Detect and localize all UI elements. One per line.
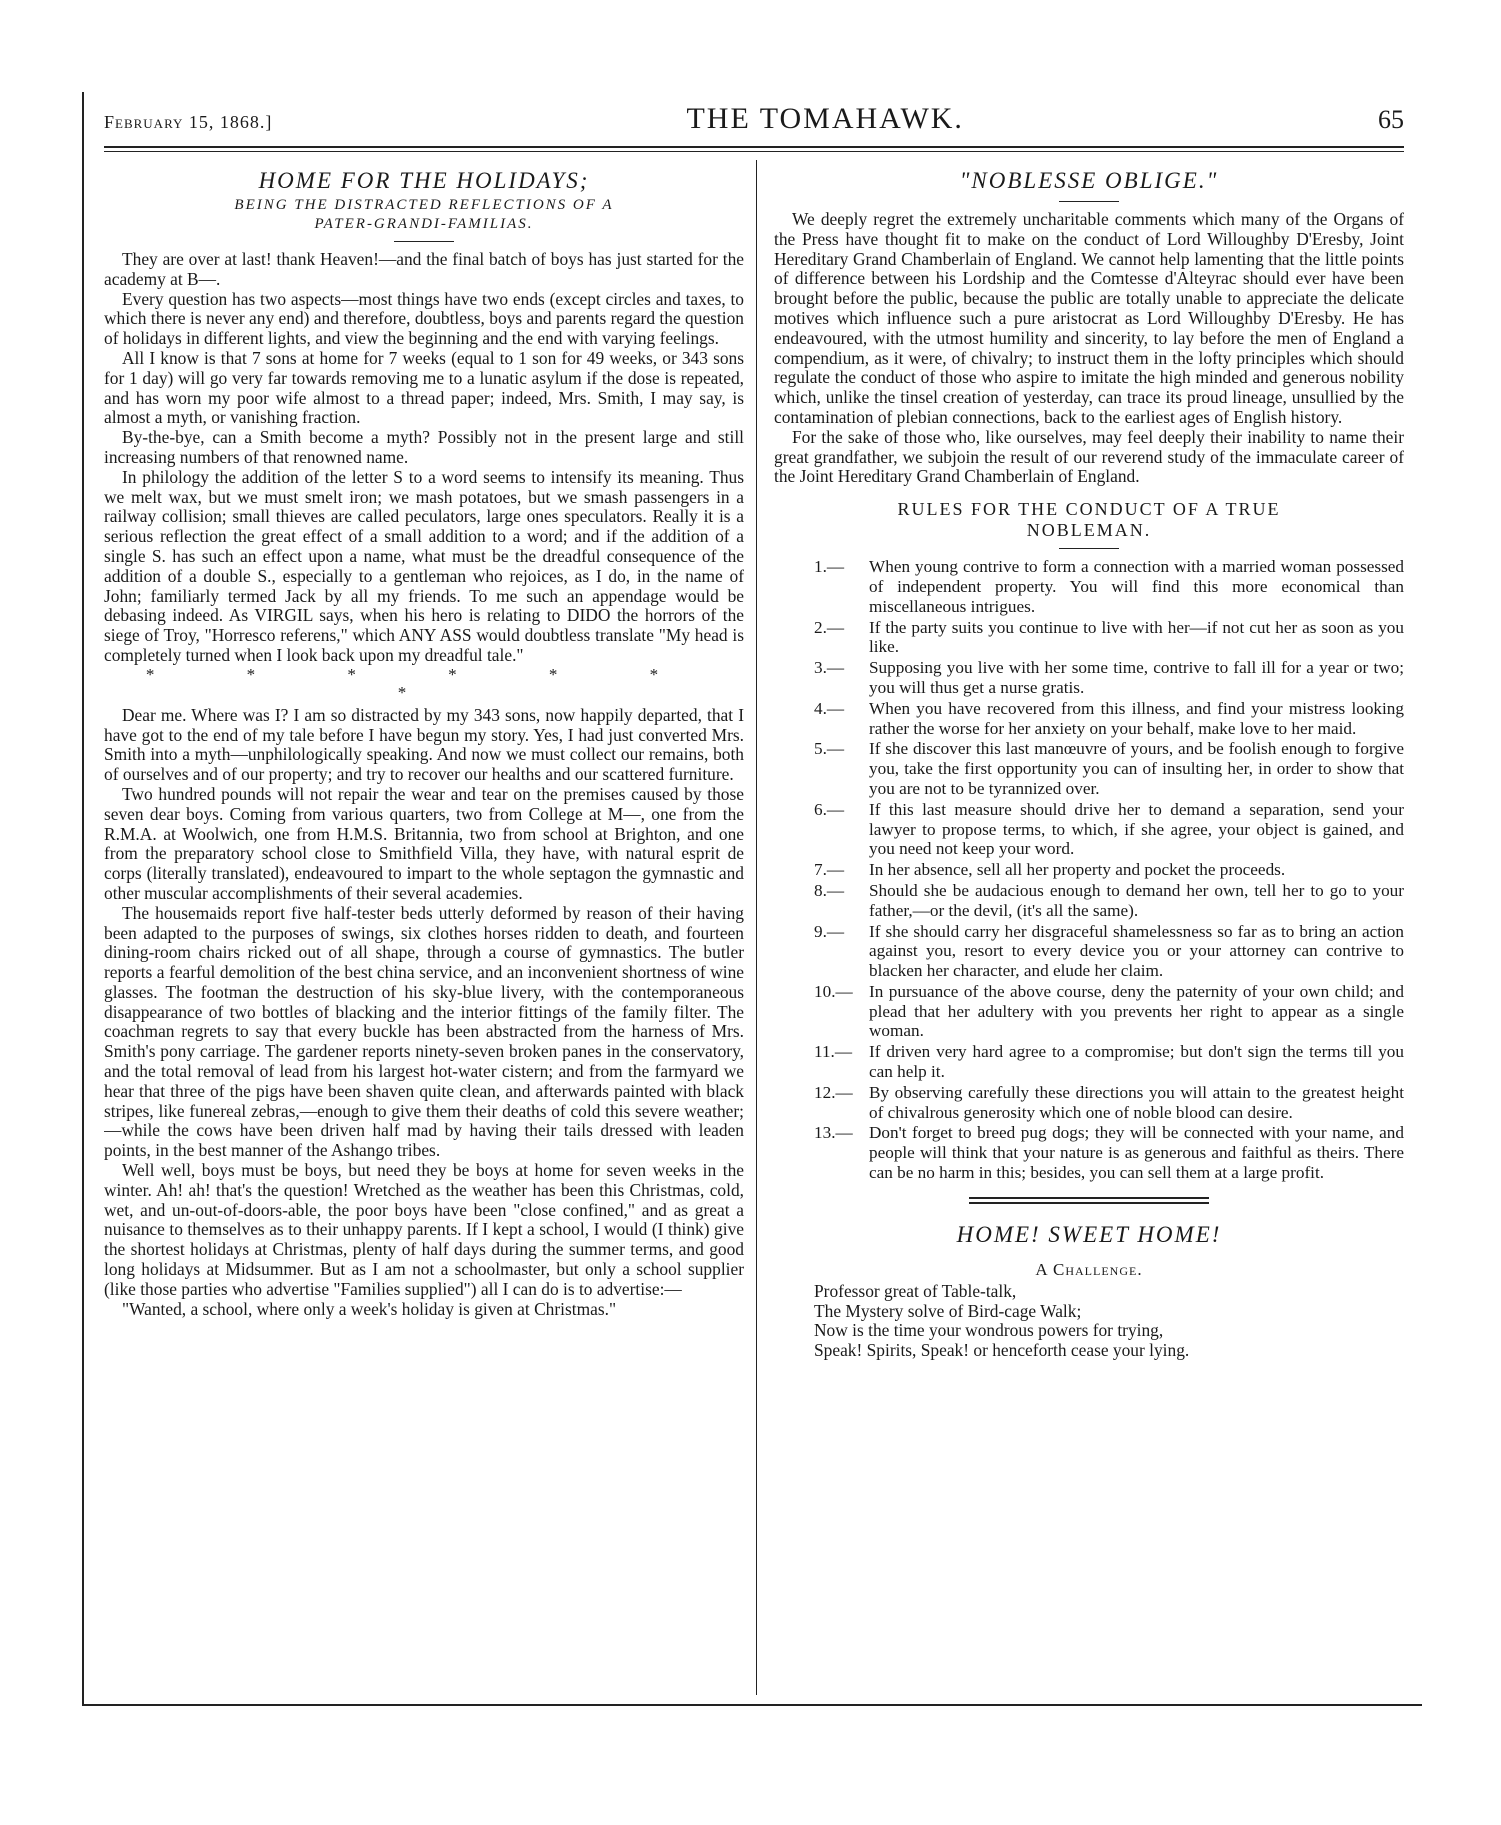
rule-number: 4.— xyxy=(814,698,845,718)
paragraph: Dear me. Where was I? I am so distracted by my 343 sons, now happily departed, that I have got to the end of my tale before I have begun my story. Yes, I had just converted Mrs. Smith into a myth—unphilologically speaking. And now we must collect our remains, both of ourselves and of our property; and try to recover our healths and our scattered furniture. xyxy=(104,704,744,785)
rule-text: When you have recovered from this illness, and find your mistress looking rather the worse for her anxiety on your behalf, make love to her maid. xyxy=(869,698,1404,738)
poem-line: Speak! Spirits, Speak! or henceforth cease your lying. xyxy=(814,1340,1190,1361)
list-item xyxy=(814,860,1404,880)
article-title-noblesse: "NOBLESSE OBLIGE." xyxy=(959,168,1219,193)
rule-text: Don't forget to breed pug dogs; they will be connected with your name, and people will think that your nature is as generous and faithful as theirs. There can be no harm in this; besides, you can sell them at a large profit. xyxy=(869,1123,1404,1183)
rule-number: 1.— xyxy=(814,557,845,577)
rule-number: 7.— xyxy=(814,860,845,880)
article-title-holidays: HOME FOR THE HOLIDAYS; xyxy=(258,168,590,193)
list-item xyxy=(814,982,1404,1041)
rule-number: 13.— xyxy=(814,1123,853,1143)
holidays-paragraphs-part1 xyxy=(104,250,744,666)
rules-rule xyxy=(1059,548,1119,549)
poem-subtitle: A Challenge. xyxy=(1035,1259,1143,1279)
issue-date: February 15, 1868.] xyxy=(104,112,273,132)
rule-text: If the party suits you continue to live with her—if not cut her as soon as you like. xyxy=(869,617,1404,657)
rule-text: When young contrive to form a connection with a married woman possessed of independent property. You will find this more economical than miscellaneous intrigues. xyxy=(869,557,1404,616)
article-subtitle-line1: BEING THE DISTRACTED REFLECTIONS OF A xyxy=(234,197,614,213)
rules-heading-line1: RULES FOR THE CONDUCT OF A TRUE xyxy=(897,499,1281,520)
rule-text: If she should carry her disgraceful shamelessness so far as to bring an action against you, resort to every device you or your attorney can contrive to blacken her character, and elude her claim. xyxy=(869,921,1404,981)
paragraph: "Wanted, a school, where only a week's holiday is given at Christmas." xyxy=(122,1298,617,1319)
title-rule xyxy=(1059,201,1119,202)
list-item xyxy=(814,1042,1404,1082)
header-rule xyxy=(104,146,1404,148)
article-title-home-sweet-home: HOME! SWEET HOME! xyxy=(956,1221,1222,1247)
poem-line: The Mystery solve of Bird-cage Walk; xyxy=(814,1300,1082,1321)
rule-text: In her absence, sell all her property and pocket the proceeds. xyxy=(869,860,1286,880)
page-header xyxy=(104,102,1404,142)
holidays-paragraphs-part2 xyxy=(104,706,744,1320)
list-item xyxy=(814,557,1404,616)
poem xyxy=(814,1282,1404,1361)
list-item xyxy=(814,658,1404,698)
rule-number: 5.— xyxy=(814,739,845,759)
rule-number: 12.— xyxy=(814,1082,853,1102)
rules-list xyxy=(774,557,1404,1183)
paragraph: The housemaids report five half-tester beds utterly deformed by reason of their having been adapted to the purposes of swings, six clothes horses ridden to death, and fourteen dining-room chairs ricked out of all shape, through a course of gymnastics. The butler reports a fearful demolition of the best china service, and an inconvenient shortness of wine glasses. The footman the destruction of his sky-blue livery, with the contemporaneous disappearance of two bottles of blacking and the interior fittings of the family filter. The coachman regrets to say that every buckle has been abstracted from the harness of Mrs. Smith's pony carriage. The gardener reports ninety-seven broken panes in the conservatory, and the total removal of lead from his largest hot-water cistern; and from the farmyard we hear that three of the pigs have been shaven quite clean, and afterwards painted with black stripes, like funereal zebras,—enough to give them their deaths of cold this severe weather;—while the cows have been driven half mad by having their tails dressed with leaden points, in the best manner of the Ashango tribes. xyxy=(104,902,744,1161)
paragraph: All I know is that 7 sons at home for 7 weeks (equal to 1 son for 49 weeks, or 343 sons for 1 day) will go very far towards removing me to a lunatic asylum if the dose is repeated, and has worn my poor wife almost to a thread paper; indeed, Mrs. Smith, I may say, is almost a myth, or vanishing fraction. xyxy=(104,347,744,428)
poem-line: Now is the time your wondrous powers for trying, xyxy=(814,1320,1164,1341)
rule-text: Supposing you live with her some time, contrive to fall ill for a year or two; you will thus get a nurse gratis. xyxy=(869,658,1404,697)
paragraph: Every question has two aspects—most things have two ends (except circles and taxes, to which there is never any end) and therefore, doubtless, boys and parents regard the question of holidays in different lights, and view the beginning and the end with varying feelings. xyxy=(104,288,744,349)
rule-text: By observing carefully these directions you will attain to the greatest height of chivalrous generosity which one of noble blood can desire. xyxy=(869,1082,1404,1122)
list-item xyxy=(814,739,1404,798)
rule-number: 8.— xyxy=(814,880,845,900)
rule-number: 9.— xyxy=(814,921,845,941)
rule-text: If driven very hard agree to a compromise; but don't sign the terms till you can help it. xyxy=(869,1042,1404,1082)
page-number: 65 xyxy=(1377,105,1404,134)
section-double-rule xyxy=(969,1197,1209,1204)
title-rule xyxy=(394,241,454,242)
list-item xyxy=(814,922,1404,981)
list-item xyxy=(814,881,1404,921)
column-divider xyxy=(756,160,757,1695)
rule-text: Should she be audacious enough to demand her own, tell her to go to your father,—or the devil, (it's all the same). xyxy=(869,880,1404,920)
newspaper-page xyxy=(82,92,1422,1706)
rules-heading-line2: NOBLEMAN. xyxy=(1026,520,1152,541)
rule-number: 11.— xyxy=(814,1042,853,1062)
paragraph: For the sake of those who, like ourselves, may feel deeply their inability to name their great grandfather, we subjoin the result of our reverend study of the immaculate career of the Joint Hereditary Grand Chamberlain of England. xyxy=(774,426,1404,487)
list-item xyxy=(814,699,1404,739)
list-item xyxy=(814,618,1404,658)
rule-number: 3.— xyxy=(814,658,845,678)
rule-number: 10.— xyxy=(814,981,853,1001)
list-item xyxy=(814,1123,1404,1182)
rule-text: If this last measure should drive her to demand a separation, send your lawyer to propose terms, to which, if she agree, your object is gained, and you need not keep your word. xyxy=(869,799,1404,859)
paragraph: In philology the addition of the letter S to a word seems to intensify its meaning. Thus we melt wax, but we must smelt iron; we mash potatoes, but we smash passengers in a railway collision; small thieves are called peculators, large ones speculators. Really it is a serious reflection the great effect of a small addition to a word; and if the addition of a single S. has such an effect upon a name, what must be the dreadful consequence of the addition of a double S., especially to a gentleman who rejoices, as I do, in the name of John; familiarly termed Jack by all my friends. To me such an appendage would be debasing indeed. As VIRGIL says, when his hero is relating to DIDO the horrors of the siege of Troy, "Horresco referens," which ANY ASS would doubtless translate "My head is completely turned when I look back upon my dreadful tale." xyxy=(104,466,744,665)
right-column xyxy=(774,162,1404,1692)
section-break-stars: * * * * * * * xyxy=(145,664,703,702)
left-column xyxy=(104,162,744,1692)
paragraph: We deeply regret the extremely uncharitable comments which many of the Organs of the Press have thought fit to make on the conduct of Lord Willoughby D'Eresby, Joint Hereditary Grand Chamberlain of England. We cannot help lamenting that the little points of difference between his Lordship and the Comtesse d'Alteyrac should ever have been brought before the public, because the public are totally unable to appreciate the delicate motives which influence such a pure aristocrat as Lord Willoughby D'Eresby. He has endeavoured, with the utmost humility and sincerity, to lay before the men of England a compendium, as it were, of chivalry; to instruct them in the lofty principles which should regulate the conduct of those who aspire to imitate the high minded and generous nobility which, unlike the tinsel creation of yesterday, can trace its proud lineage, unsullied by the contamination of plebian connections, back to the earliest ages of English history. xyxy=(774,209,1404,427)
list-item xyxy=(814,1083,1404,1123)
rule-text: In pursuance of the above course, deny the paternity of your own child; and plead that her adultery with you prevents her right to appear as a single woman. xyxy=(869,981,1404,1041)
header-rule-thin xyxy=(104,151,1404,152)
rule-number: 2.— xyxy=(814,617,845,637)
rule-text: If she discover this last manœuvre of yours, and be foolish enough to forgive you, take the first opportunity you can of insulting her, in order to show that you are not to be tyrannized over. xyxy=(869,739,1404,798)
list-item xyxy=(814,800,1404,859)
paragraph: Well well, boys must be boys, but need they be boys at home for seven weeks in the winter. Ah! ah! that's the question! Wretched as the weather has been this Christmas, cold, wet, and un-out-of-doors-able, the poor boys have been "close confined," and as great a nuisance to themselves as to their unhappy parents. If I kept a school, I would (I think) give the shortest holidays at Christmas, plenty of half days during the summer terms, and good long holidays at Midsummer. But as I am not a schoolmaster, but only a school supplier (like those parties who advertise "Families supplied") all I can do is to advertise:— xyxy=(104,1160,744,1299)
poem-line: Professor great of Table-talk, xyxy=(814,1280,1017,1301)
publication-title: THE TOMAHAWK. xyxy=(686,102,964,135)
paragraph: Two hundred pounds will not repair the wear and tear on the premises caused by those seven dear boys. Coming from various quarters, two from College at M—, one from the R.M.A. at Woolwich, one from H.M.S. Britannia, two from school at Brighton, and one from the preparatory school close to Smithfield Villa, they have, with natural esprit de corps (literally translated), endeavoured to impart to the whole septagon the gymnastic and other muscular accomplishments of their several academies. xyxy=(104,783,744,903)
paragraph: By-the-bye, can a Smith become a myth? Possibly not in the present large and still increasing numbers of that renowned name. xyxy=(104,427,744,467)
paragraph: They are over at last! thank Heaven!—and the final batch of boys has just started for the academy at B—. xyxy=(104,249,744,289)
article-subtitle-line2: PATER-GRANDI-FAMILIAS. xyxy=(314,216,534,232)
rule-number: 6.— xyxy=(814,799,845,819)
